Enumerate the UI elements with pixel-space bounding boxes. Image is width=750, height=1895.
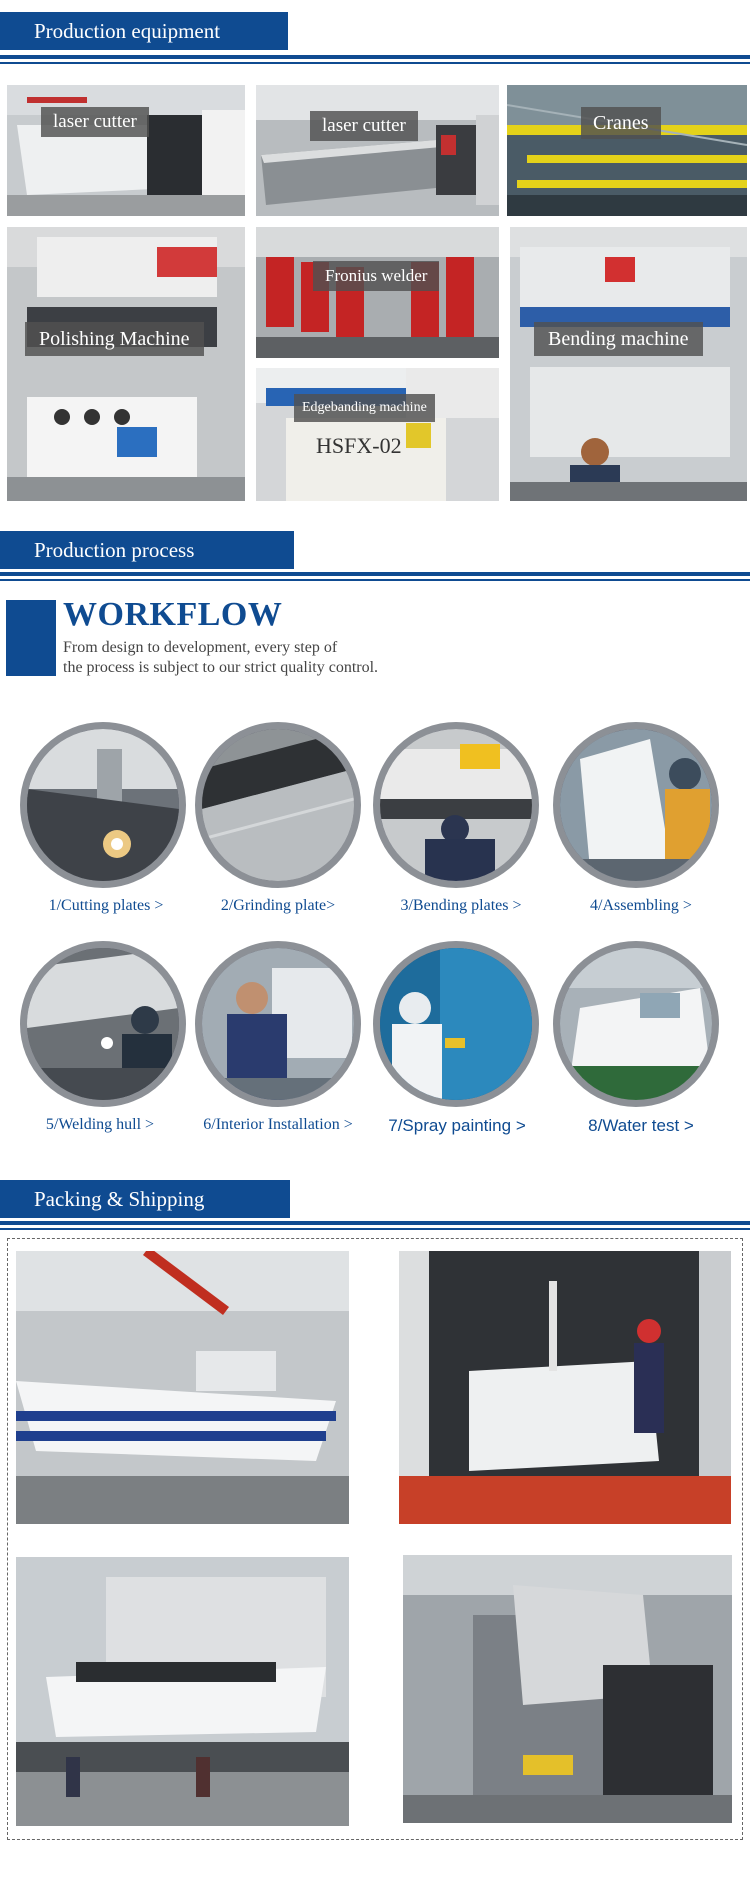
photo-cranes xyxy=(507,85,747,216)
caption-polishing-machine: Polishing Machine xyxy=(25,322,204,356)
photo-polishing-machine xyxy=(7,227,245,501)
step-label-6[interactable]: 6/Interior Installation > xyxy=(203,1116,353,1133)
step-image-spray-painting xyxy=(373,941,539,1107)
divider xyxy=(0,579,750,581)
photo-forklift-container xyxy=(403,1555,732,1823)
photo-boat-truck-loading xyxy=(16,1557,349,1826)
step-label-2[interactable]: 2/Grinding plate> xyxy=(220,897,336,914)
step-image-assembling xyxy=(553,722,719,888)
section-header-process xyxy=(0,531,750,591)
divider xyxy=(0,1221,750,1225)
caption-cranes: Cranes xyxy=(581,107,661,139)
workflow-description-line-1: From design to development, every step of xyxy=(63,639,338,656)
section-header-packing xyxy=(0,1180,750,1240)
photo-fronius-welder xyxy=(256,227,499,358)
divider xyxy=(0,1228,750,1230)
workflow-description-line-2: the process is subject to our strict quality control. xyxy=(63,659,379,676)
photo-laser-cutter-2 xyxy=(256,85,499,216)
divider xyxy=(0,55,750,59)
step-image-interior xyxy=(195,941,361,1107)
caption-fronius-welder: Fronius welder xyxy=(313,261,439,291)
step-label-5[interactable]: 5/Welding hull > xyxy=(45,1116,155,1133)
photo-bending-machine xyxy=(510,227,747,501)
step-image-grinding xyxy=(195,722,361,888)
step-image-water-test xyxy=(553,941,719,1107)
step-image-cutting xyxy=(20,722,186,888)
section-title: Packing & Shipping xyxy=(0,1180,290,1218)
workflow-accent-block xyxy=(6,600,56,676)
step-label-7[interactable]: 7/Spray painting > xyxy=(388,1116,526,1135)
caption-laser-cutter-2: laser cutter xyxy=(310,111,418,141)
caption-bending-machine: Bending machine xyxy=(534,322,703,356)
photo-container-loading xyxy=(399,1251,731,1524)
photo-boat-crane-lift xyxy=(16,1251,349,1524)
step-label-8[interactable]: 8/Water test > xyxy=(588,1116,694,1135)
divider xyxy=(0,62,750,64)
step-image-bending xyxy=(373,722,539,888)
divider xyxy=(0,572,750,576)
step-label-4[interactable]: 4/Assembling > xyxy=(590,897,692,914)
photo-edgebanding-machine xyxy=(256,368,499,501)
step-image-welding xyxy=(20,941,186,1107)
machine-model-text: HSFX-02 xyxy=(316,433,402,458)
workflow-title: WORKFLOW xyxy=(63,596,283,633)
workflow-description xyxy=(63,638,523,678)
caption-edgebanding-machine: Edgebanding machine xyxy=(294,394,435,422)
photo-laser-cutter-1 xyxy=(7,85,245,216)
step-label-3[interactable]: 3/Bending plates > xyxy=(400,897,522,914)
caption-laser-cutter-1: laser cutter xyxy=(41,107,149,137)
step-label-1[interactable]: 1/Cutting plates > xyxy=(48,897,164,914)
section-title: Production equipment xyxy=(0,12,288,50)
section-title: Production process xyxy=(0,531,294,569)
